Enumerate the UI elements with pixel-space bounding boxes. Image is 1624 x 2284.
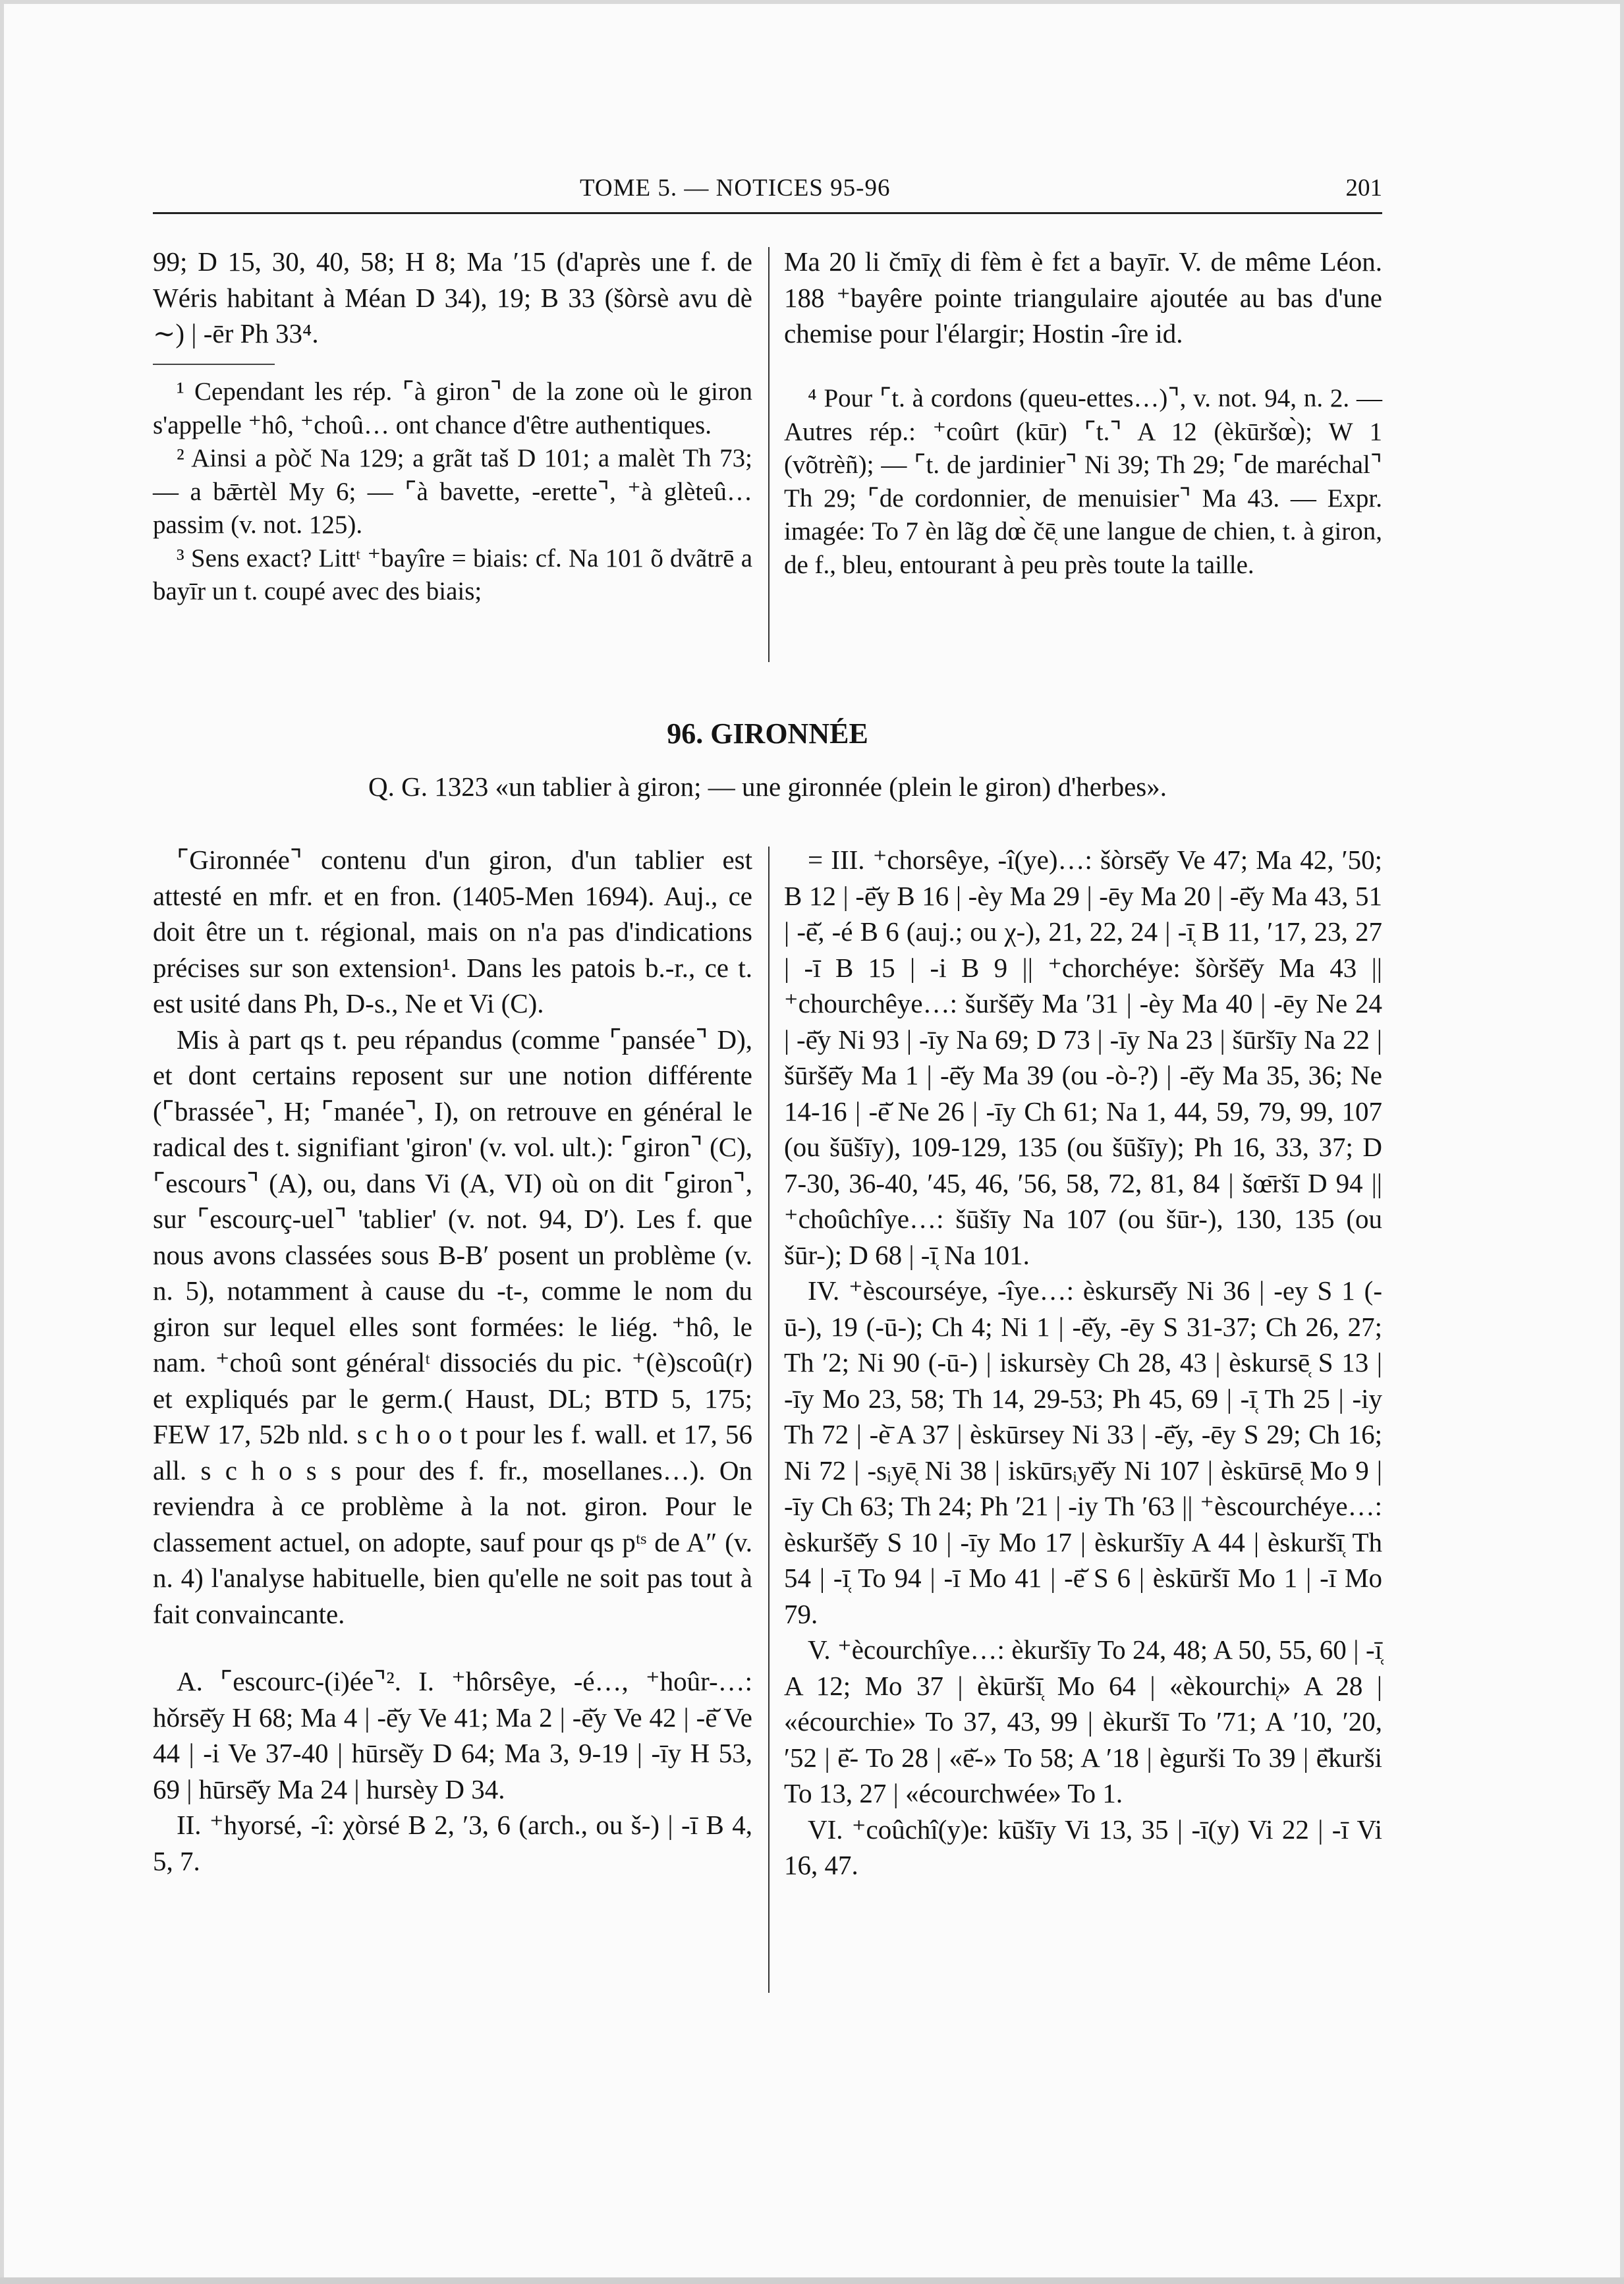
continuation-text-right: Ma 20 li čmīχ di fèm è fɛt a bayīr. V. de même Léon. 188 ⁺bayêre pointe triangulaire ajoutée au bas d'une chemise pour l'élargir; Hostin -îre id. <box>784 246 1382 348</box>
paragraph-intro: ⌜Gironnée⌝ contenu d'un giron, d'un tablier est attesté en mfr. et en fron. (1405-Men 1694). Auj., ce doit être un t. régional, mais on n'a pas d'indications précises sur son extension¹. Dans les patois b.-r., ce t. est usité dans Ph, D-s., Ne et Vi (C). <box>153 845 752 1018</box>
footnote-1: ¹ Cependant les rép. ⌜à giron⌝ de la zone où le giron s'appelle ⁺hô, ⁺choû… ont chance d'être authentiques. <box>153 377 752 439</box>
page-number: 201 <box>1345 175 1382 202</box>
running-title: TOME 5. — NOTICES 95-96 <box>580 175 891 202</box>
paragraph-type-iv: IV. ⁺èscourséye, -îye…: èskursē̆y Ni 36 | -ey S 1 (-ū-), 19 (-ū-); Ch 4; Ni 1 | -ē̆y, -ēy S 31-37; Ch 26, 27; Th ′2; Ni 90 (-ū-) | iskursèy Ch 28, 43 | èskursē̜ S 13 | -īy Mo 23, 58; Th 14, 29-53; Ph 45, 69 | -ī̜ Th 25 | -iy Th 72 | -è̄ A 37 | èskūrsey Ni 33 | -ē̆y, -ēy S 29; Ch 16; Ni 72 | -sᵢyē̜ Ni 38 | iskūrsᵢyē̆y Ni 107 | èskūrsē̜ Mo 9 | -īy Ch 63; Th 24; Ph ′21 | -iy Th ′63 || ⁺èscourchéye…: èskuršē̆y S 10 | -īy Mo 17 | èskuršīy A 44 | èskuršī̜ Th 54 | -ī̜ To 94 | -ī Mo 41 | -ē̆ S 6 | èskūršī Mo 1 | -ī Mo 79. <box>784 1275 1382 1629</box>
top-left-continuation <box>153 244 752 352</box>
paragraph-analysis: Mis à part qs t. peu répandus (comme ⌜pansée⌝ D), et dont certains reposent sur une notion différente (⌜brassée⌝, H; ⌜manée⌝, I), on retrouve en général le radical des t. signifiant 'giron' (v. vol. ult.): ⌜giron⌝ (C), ⌜escours⌝ (A), ou, dans Vi (A, VI) où on dit ⌜giron⌝, sur ⌜escourç-uel⌝ 'tablier' (v. not. 94, D′). Les f. que nous avons classées sous B-B′ posent un problème (v. n. 5), notamment à cause du -t-, comme le nom du giron sur lequel elles sont formées: le liég. ⁺hô, le nam. ⁺choû sont généralᵗ dissociés du pic. ⁺(è)scoû(r) et expliqués par le germ.( Haust, DL; BTD 5, 175; FEW 17, 52b nld. s c h o o t pour les f. wall. et 17, 56 all. s c h o s s pour des f. fr., mosellanes…). On reviendra à ce problème à la not. giron. Pour le classement actuel, on adopte, sauf pour qs pᵗˢ de A″ (v. n. 4) l'analyse habituelle, bien qu'elle ne soit pas tout à fait convaincante. <box>153 1024 752 1629</box>
footnote-separator <box>153 364 275 365</box>
column-divider-main <box>768 847 770 1993</box>
page-bottom-edge <box>0 2277 1624 2284</box>
paragraph-type-a-ii: II. ⁺hyorsé, -î: χòrsé B 2, ′3, 6 (arch., ou š-) | -ī B 4, 5, 7. <box>153 1810 752 1876</box>
paragraph-type-iii: = III. ⁺chorsêye, -î(ye)…: šòrsē̆y Ve 47; Ma 42, ′50; B 12 | -ē̆y B 16 | -èy Ma 29 | -ēy Ma 20 | -ē̆y Ma 43, 51 | -ē̆, -é B 6 (auj.; ou χ-), 21, 22, 24 | -ī̜ B 11, ′17, 23, 27 | -ī B 15 | -i B 9 || ⁺chorchéye: šòršē̆y Ma 43 || ⁺chourchêye…: šuršē̆y Ma ′31 | -èy Ma 40 | -ēy Ne 24 | -ē̆y Ni 93 | -īy Na 69; D 73 | -īy Na 23 | šūršīy Na 22 | šūršē̆y Ma 1 | -ē̆y Ma 39 (ou -ò-?) | -ē̆y Ma 35, 36; Ne 14-16 | -ē̆ Ne 26 | -īy Ch 61; Na 1, 44, 59, 79, 99, 107 (ou šūšīy), 109-129, 135 (ou šūšīy); Ph 16, 33, 37; D 7-30, 36-40, ′45, 46, ′56, 58, 72, 81, 84 | šœ̄ršī D 94 || ⁺choûchîye…: šūšīy Na 107 (ou šūr-), 130, 135 (ou šūr-); D 68 | -ī̜ Na 101. <box>784 845 1382 1270</box>
column-divider-top <box>768 247 770 662</box>
footnote-2: ² Ainsi a pòč Na 129; a grãt taš D 101; a malèt Th 73; — a bǣrtèl My 6; — ⌜à bavette, -erette⌝, ⁺à glèteû… passim (v. not. 125). <box>153 444 752 539</box>
page-header <box>153 173 1382 214</box>
paragraph-type-v: V. ⁺ècourchîye…: èkuršīy To 24, 48; A 50, 55, 60 | -ī̜ A 12; Mo 37 | èkūršī̜ Mo 64 | «èkourchi̜» A 28 | «écourchie» To 37, 43, 99 | èkuršī To ′71; A ′10, ′20, ′52 | ē̆- To 28 | «ē̆-» To 58; A ′18 | ègurši To 39 | ē̆kurši To 13, 27 | «écourchwée» To 1. <box>784 1634 1382 1808</box>
main-right-column <box>784 842 1382 1883</box>
section-title: 96. GIRONNÉE <box>667 717 868 750</box>
footnote-3: ³ Sens exact? Littᵗ ⁺bayîre = biais: cf. Na 101 õ dvãtrē a bayīr un t. coupé avec des biais; <box>153 543 752 605</box>
top-left-footnotes <box>153 376 752 609</box>
main-left-column <box>153 842 752 1879</box>
footnote-4: ⁴ Pour ⌜t. à cordons (queu-ettes…)⌝, v. not. 94, n. 2. — Autres rép.: ⁺coûrt (kūr) ⌜t.⌝ A 12 (èkūršœ̀); W 1 (võtrèñ); — ⌜t. de jardinier⌝ Ni 39; Th 29; ⌜de maréchal⌝ Th 29; ⌜de cordonnier, de menuisier⌝ Ma 43. — Expr. imagée: To 7 èn lãg dœ̀ čē̜ une langue de chien, t. à giron, de f., bleu, entourant à peu près toute la taille. <box>784 384 1382 579</box>
paragraph-type-vi: VI. ⁺coûchî(y)e: kūšīy Vi 13, 35 | -ī(y) Vi 22 | -ī Vi 16, 47. <box>784 1814 1382 1880</box>
continuation-text: 99; D 15, 30, 40, 58; H 8; Ma ′15 (d'après une f. de Wéris habitant à Méan D 34), 19; B 33 (šòrsè avu dè ∼) | -ēr Ph 33⁴. <box>153 246 752 348</box>
top-right-continuation <box>784 244 1382 352</box>
section-subtitle: Q. G. 1323 «un tablier à giron; — une gironnée (plein le giron) d'herbes». <box>368 771 1167 802</box>
paragraph-type-a-i: A. ⌜escourc-(i)ée⌝². I. ⁺hôrsêye, -é…, ⁺hoûr-…: hǒrsē̆y H 68; Ma 4 | -ē̆y Ve 41; Ma 2 | -ē̆y Ve 42 | -ē̆ Ve 44 | -i Ve 37-40 | hūrsè̆y D 64; Ma 3, 9-19 | -īy H 53, 69 | hūrsē̆y Ma 24 | hursèy D 34. <box>153 1666 752 1804</box>
top-right-footnote <box>784 382 1382 582</box>
